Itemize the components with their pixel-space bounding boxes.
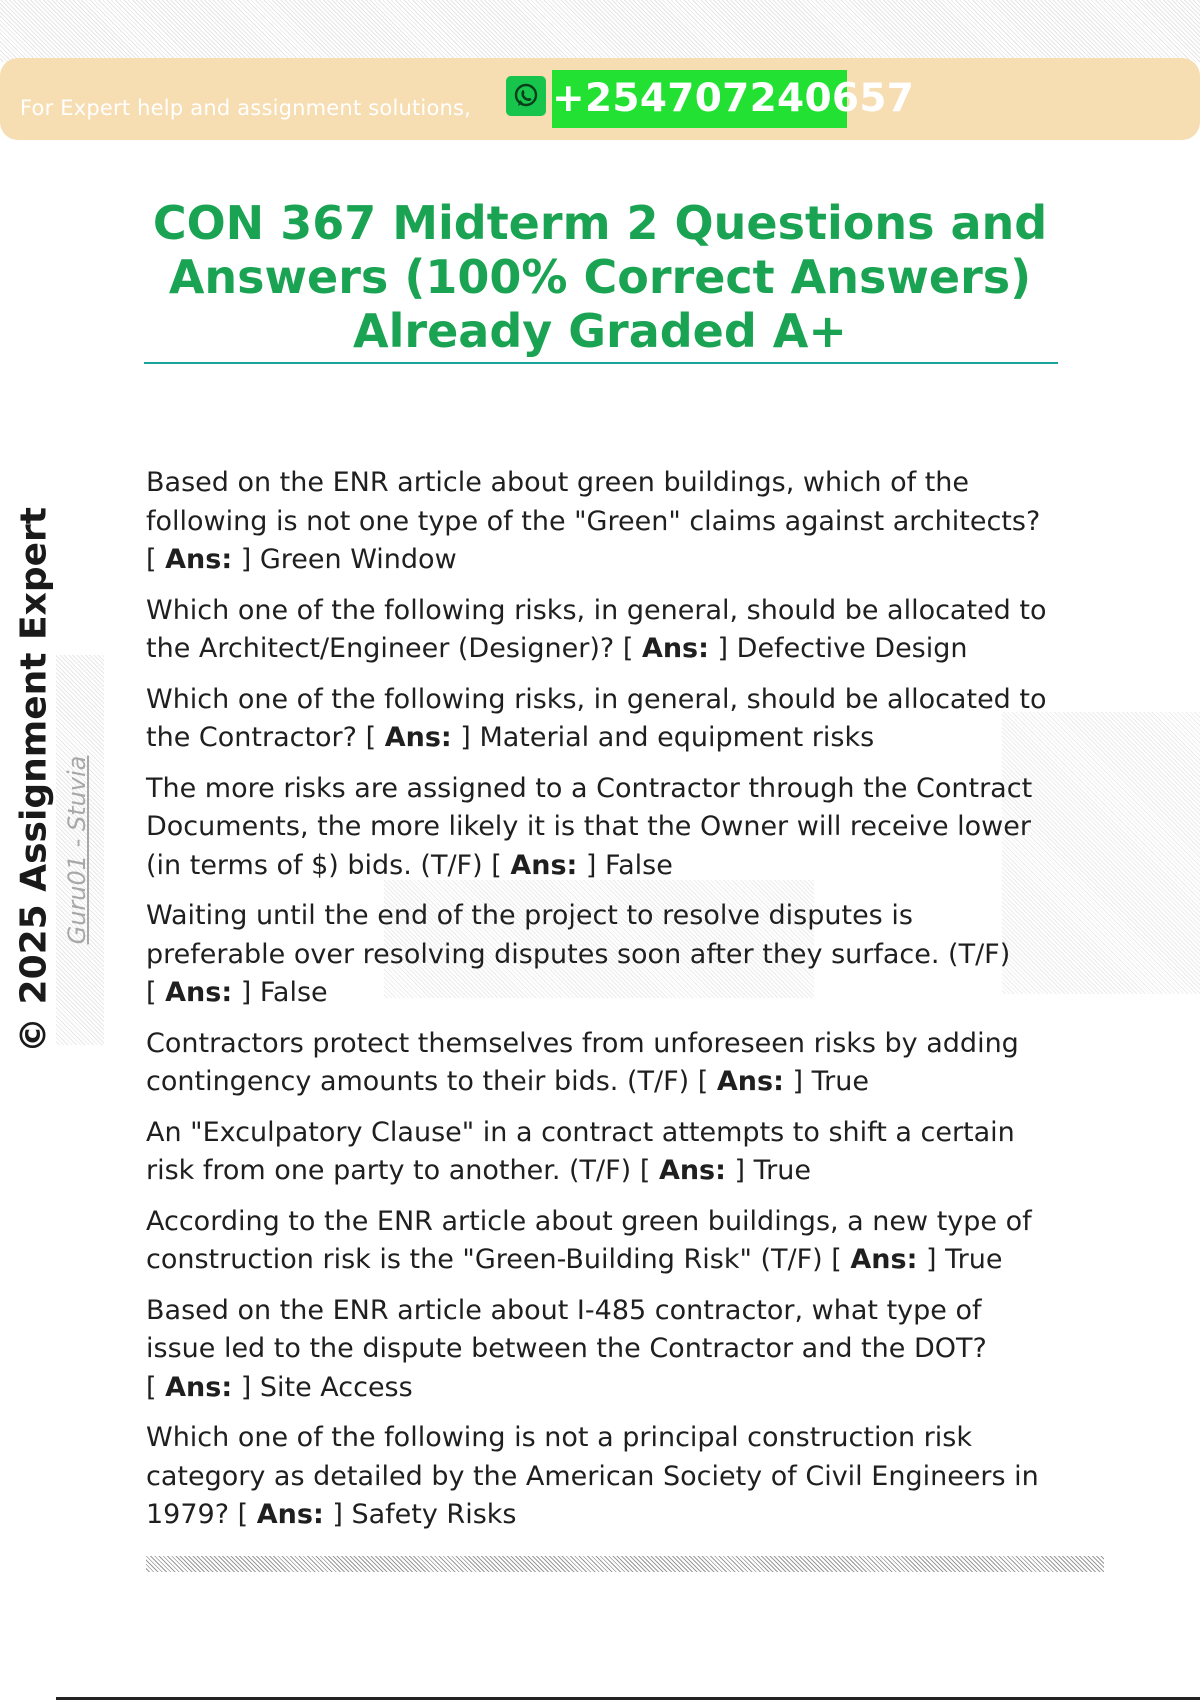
page-title: CON 367 Midterm 2 Questions and Answers (100% Correct Answers) Already Graded A+ [152, 196, 1048, 358]
answer-label: Ans: [165, 977, 233, 1008]
answer-bracket-close: ] [232, 544, 252, 575]
answer-bracket-open: [ [639, 1155, 659, 1186]
qa-item [146, 681, 1058, 758]
answer-bracket-close: ] [783, 1066, 803, 1097]
qa-item [146, 1419, 1058, 1535]
answer-text: True [945, 1244, 1003, 1275]
qa-item [146, 464, 1058, 580]
phone-number[interactable]: +254707240657 [552, 70, 847, 128]
whatsapp-glyph [511, 81, 541, 111]
answer-text: Material and equipment risks [479, 722, 875, 753]
question-text: According to the ENR article about green buildings, a new type of construction risk is the "Green-Building Risk" (T/F) [146, 1205, 1032, 1275]
answer-label: Ans: [510, 849, 578, 881]
whatsapp-icon[interactable] [506, 76, 546, 116]
answer-text: False [605, 849, 673, 881]
answer-bracket-close: ] [708, 633, 729, 664]
answer-text: Site Access [259, 1371, 413, 1403]
answer-bracket-open: [ [146, 977, 166, 1008]
answer-label: Ans: [716, 1066, 784, 1097]
answer-bracket-open: [ [146, 1371, 166, 1403]
question-text: Which one of the following risks, in general, should be allocated to the Contractor? [146, 683, 1047, 753]
answer-bracket-close: ] [725, 1155, 746, 1186]
answer-text: Defective Design [736, 633, 968, 664]
qa-item [146, 1203, 1058, 1280]
qa-item [146, 1025, 1058, 1102]
answer-text: True [811, 1066, 869, 1097]
question-text: Contractors protect themselves from unforeseen risks by adding contingency amounts to their bids. (T/F) [146, 1027, 1019, 1097]
source-watermark-text: Guru01 - Stuvia [63, 755, 91, 945]
answer-bracket-open: [ [491, 849, 511, 881]
banner-text: For Expert help and assignment solutions, [20, 96, 472, 120]
answer-bracket-open: [ [237, 1499, 257, 1530]
copyright-text: © 2025 Assignment Expert [13, 507, 55, 1053]
question-text: Based on the ENR article about green buildings, which of the following is not one type of the "Green" claims against architects? [146, 467, 1041, 537]
answer-label: Ans: [165, 544, 233, 575]
answer-bracket-open: [ [365, 722, 385, 753]
header-watermark-pattern [0, 0, 1200, 62]
answer-label: Ans: [641, 633, 709, 664]
qa-item [146, 1114, 1058, 1191]
answer-bracket-open: [ [697, 1066, 717, 1097]
answer-bracket-close: ] [232, 1371, 252, 1403]
answer-bracket-close: ] [323, 1499, 343, 1530]
answer-label: Ans: [658, 1155, 726, 1186]
question-text: Which one of the following is not a principal construction risk category as detailed by the American Society of Civil Engineers in 1979? [146, 1422, 1039, 1530]
answer-text: False [259, 977, 328, 1008]
question-text: The more risks are assigned to a Contractor through the Contract Documents, the more likely it is that the Owner will receive lower (in terms of $) bids. (T/F) [146, 772, 1033, 881]
answer-label: Ans: [384, 722, 452, 753]
title-underline [144, 362, 1058, 364]
footer-watermark-pattern [146, 1556, 1104, 1572]
qa-list [146, 464, 1058, 1547]
qa-item [146, 1292, 1058, 1408]
answer-label: Ans: [256, 1499, 324, 1530]
question-text: Waiting until the end of the project to resolve disputes is preferable over resolving disputes soon after they surface. (T/F) [146, 900, 1011, 970]
answer-text: Safety Risks [351, 1499, 517, 1530]
question-text: Which one of the following risks, in general, should be allocated to the Architect/Engineer (Designer)? [146, 594, 1047, 664]
question-text: Based on the ENR article about I-485 contractor, what type of issue led to the dispute between the Contractor and the DOT? [146, 1294, 987, 1364]
qa-item [146, 770, 1058, 886]
qa-item [146, 592, 1058, 669]
qa-item [146, 897, 1058, 1013]
answer-bracket-open: [ [831, 1244, 851, 1275]
answer-bracket-close: ] [232, 977, 252, 1008]
answer-bracket-close: ] [917, 1244, 937, 1275]
answer-bracket-open: [ [622, 633, 642, 664]
answer-label: Ans: [165, 1371, 233, 1403]
question-text: An "Exculpatory Clause" in a contract attempts to shift a certain risk from one party to another. (T/F) [146, 1116, 1015, 1186]
answer-bracket-close: ] [577, 849, 597, 881]
answer-text: True [753, 1155, 812, 1186]
answer-label: Ans: [850, 1244, 918, 1275]
answer-bracket-open: [ [146, 544, 166, 575]
answer-bracket-close: ] [451, 722, 471, 753]
answer-text: Green Window [259, 544, 457, 575]
